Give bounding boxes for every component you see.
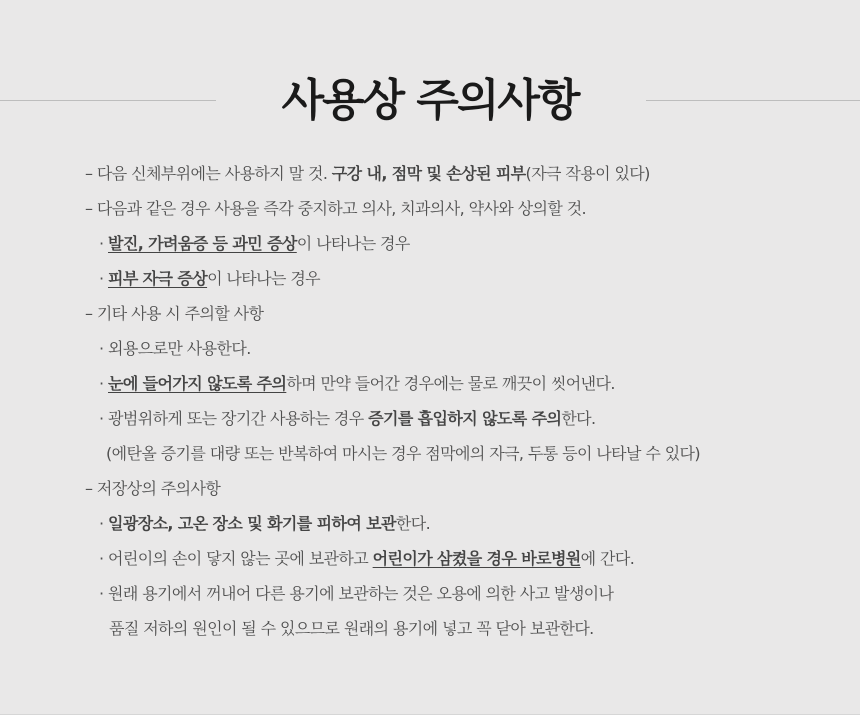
- dot-marker: ·: [99, 269, 104, 288]
- sub-item-storage-place: [85, 506, 845, 541]
- highlight-text: 증기를 흡입하지 않도록 주의: [368, 409, 562, 428]
- dot-marker: ·: [99, 584, 104, 603]
- dash-marker: –: [85, 164, 93, 183]
- precaution-item-3: [85, 296, 845, 331]
- item-text: (에탄올 증기를 대량 또는 반복하여 마시는 경우 점막에의 자극, 두통 등이 나타날 수 있다): [106, 444, 701, 463]
- dash-marker: –: [85, 304, 93, 323]
- sub-item-external-use: [85, 331, 845, 366]
- highlight-text: 피부 자극 증상: [108, 269, 208, 288]
- sub-item-container: [85, 576, 845, 611]
- precautions-list: [85, 156, 845, 646]
- title-divider-right: [646, 100, 860, 101]
- item-text: 다음 신체부위에는 사용하지 말 것.: [92, 164, 332, 183]
- sub-item-vapor-note: [85, 436, 845, 471]
- dot-marker: ·: [99, 514, 104, 533]
- highlight-text: 구강 내, 점막 및 손상된 피부: [331, 164, 526, 183]
- item-text-tail: 하며 만약 들어간 경우에는 물로 깨끗이 씻어낸다.: [286, 374, 615, 393]
- dot-marker: ·: [99, 234, 104, 253]
- highlight-text: 어린이가 삼켰을 경우 바로병원: [372, 549, 581, 568]
- sub-item-vapor: [85, 401, 845, 436]
- item-text-tail: 이 나타나는 경우: [207, 269, 321, 288]
- item-text: 외용으로만 사용한다.: [108, 339, 251, 358]
- item-text: 광범위하게 또는 장기간 사용하는 경우: [108, 409, 369, 428]
- sub-item-eyes: [85, 366, 845, 401]
- item-text-tail: 에 간다.: [580, 549, 635, 568]
- item-text-tail: (자극 작용이 있다): [525, 164, 650, 183]
- item-text: 저장상의 주의사항: [92, 479, 221, 498]
- dot-marker: ·: [99, 549, 104, 568]
- item-text-tail: 이 나타나는 경우: [296, 234, 410, 253]
- page-title: 사용상 주의사항: [281, 75, 579, 126]
- item-text-tail: 한다.: [395, 514, 431, 533]
- highlight-text: 발진, 가려움증 등 과민 증상: [108, 234, 297, 253]
- sub-item-children: [85, 541, 845, 576]
- dot-marker: ·: [99, 409, 104, 428]
- item-text-tail: 한다.: [561, 409, 596, 428]
- dash-marker: –: [85, 479, 93, 498]
- item-text: 품질 저하의 원인이 될 수 있으므로 원래의 용기에 넣고 꼭 닫아 보관한다.: [109, 619, 594, 638]
- precaution-item-2: [85, 191, 845, 226]
- sub-item-skin-irritation: [85, 261, 845, 296]
- item-text: 다음과 같은 경우 사용을 즉각 중지하고 의사, 치과의사, 약사와 상의할 것.: [92, 199, 587, 218]
- title-row: [0, 70, 860, 132]
- dash-marker: –: [85, 199, 93, 218]
- item-text: 기타 사용 시 주의할 사항: [92, 304, 264, 323]
- precaution-item-1: [85, 156, 845, 191]
- item-text: 원래 용기에서 꺼내어 다른 용기에 보관하는 것은 오용에 의한 사고 발생이나: [108, 584, 614, 603]
- item-text: 어린이의 손이 닿지 않는 곳에 보관하고: [108, 549, 373, 568]
- sub-item-container-cont: [85, 611, 845, 646]
- dot-marker: ·: [99, 339, 104, 358]
- highlight-text: 일광장소, 고온 장소 및 화기를 피하여 보관: [108, 514, 396, 533]
- dot-marker: ·: [99, 374, 104, 393]
- sub-item-rash: [85, 226, 845, 261]
- precaution-item-4: [85, 471, 845, 506]
- highlight-text: 눈에 들어가지 않도록 주의: [108, 374, 287, 393]
